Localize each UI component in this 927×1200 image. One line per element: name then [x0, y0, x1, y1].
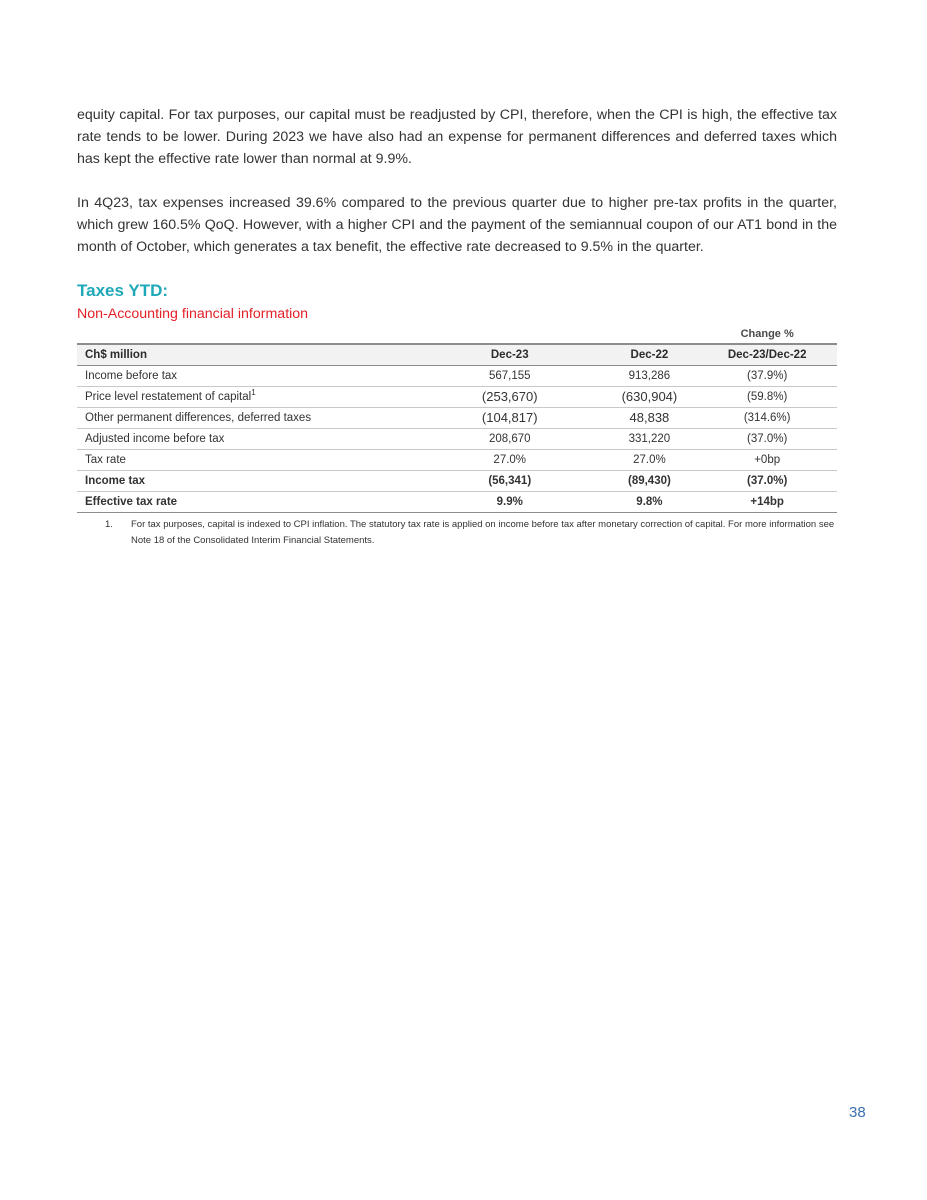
- row-value-dec22: 913,286: [601, 366, 697, 387]
- taxes-table: [77, 326, 837, 513]
- row-value-dec22: (89,430): [601, 471, 697, 492]
- row-label: Other permanent differences, deferred taxes: [77, 408, 462, 429]
- change-header-row: [77, 326, 837, 344]
- footnote-marker: 1: [251, 388, 256, 398]
- table-row: [77, 492, 837, 513]
- row-value-change: (37.0%): [697, 471, 837, 492]
- row-value-change: (37.9%): [697, 366, 837, 387]
- section-subtitle: Non-Accounting financial information: [77, 306, 309, 322]
- change-label: Change %: [740, 328, 794, 340]
- row-label: Income tax: [77, 471, 462, 492]
- section-title: Taxes YTD:: [77, 281, 169, 300]
- footnote-number: 1.: [105, 519, 113, 530]
- row-label: Tax rate: [77, 450, 462, 471]
- row-value-change: (37.0%): [697, 429, 837, 450]
- row-value-dec22: (630,904): [601, 387, 697, 408]
- footnote: [99, 517, 837, 549]
- row-value-change: +0bp: [697, 450, 837, 471]
- table-row: [77, 450, 837, 471]
- footnote-text: For tax purposes, capital is indexed to CPI inflation. The statutory tax rate is applied on income before tax after monetary correction of capital. For more information see Note 18 of the Consolidated Interim Financial Statements.: [131, 519, 835, 546]
- row-value-dec22: 331,220: [601, 429, 697, 450]
- row-label: Price level restatement of capital: [85, 391, 252, 403]
- row-value-dec22: 27.0%: [601, 450, 697, 471]
- table-row: [77, 408, 837, 429]
- row-value-dec22: 9.8%: [601, 492, 697, 513]
- row-value-dec23: (253,670): [462, 387, 558, 408]
- table-header-row: [77, 344, 837, 366]
- table-row: [77, 387, 837, 408]
- header-label: Ch$ million: [77, 344, 462, 366]
- row-value-change: +14bp: [697, 492, 837, 513]
- row-value-dec23: 208,670: [462, 429, 558, 450]
- page-content: [77, 104, 837, 549]
- row-label: Adjusted income before tax: [77, 429, 462, 450]
- header-change: Dec-23/Dec-22: [697, 344, 837, 366]
- body-paragraph-2: In 4Q23, tax expenses increased 39.6% compared to the previous quarter due to higher pre-tax profits in the quarter, which grew 160.5% QoQ. However, with a higher CPI and the payment of the semiannual coupon of our AT1 bond in the month of October, which generates a tax benefit, the effective rate decreased to 9.5% in the quarter.: [77, 195, 837, 255]
- row-value-dec23: 9.9%: [462, 492, 558, 513]
- header-dec23: Dec-23: [462, 344, 558, 366]
- row-label-cell: [77, 387, 462, 408]
- header-dec22: Dec-22: [601, 344, 697, 366]
- row-label: Income before tax: [77, 366, 462, 387]
- row-value-dec23: 27.0%: [462, 450, 558, 471]
- row-value-change: (314.6%): [697, 408, 837, 429]
- row-value-dec23: (56,341): [462, 471, 558, 492]
- table-row: [77, 471, 837, 492]
- row-value-dec23: (104,817): [462, 408, 558, 429]
- table-row: [77, 429, 837, 450]
- row-label: Effective tax rate: [77, 492, 462, 513]
- page-number: 38: [849, 1104, 866, 1121]
- table-row: [77, 366, 837, 387]
- row-value-dec23: 567,155: [462, 366, 558, 387]
- body-paragraph-1: equity capital. For tax purposes, our capital must be readjusted by CPI, therefore, when the CPI is high, the effective tax rate tends to be lower. During 2023 we have also had an expense for permanent differences and deferred taxes which has kept the effective rate lower than normal at 9.9%.: [77, 107, 837, 167]
- row-value-change: (59.8%): [697, 387, 837, 408]
- row-value-dec22: 48,838: [601, 408, 697, 429]
